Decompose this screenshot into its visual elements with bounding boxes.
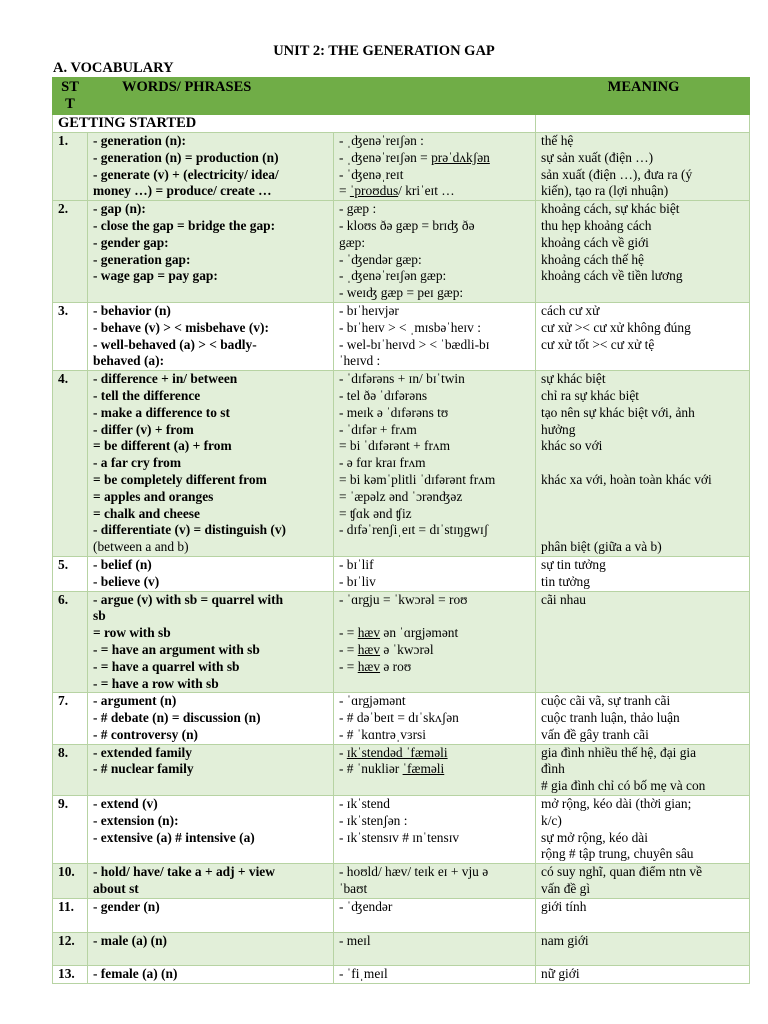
phon-line: - ˈdɪfər + frʌm <box>339 421 417 437</box>
meaning-line: phân biệt (giữa a và b) <box>541 539 662 555</box>
meaning-line: cách cư xử <box>541 302 600 318</box>
words-line: - = have a quarrel with sb <box>93 658 240 674</box>
meaning-line: tin tưởng <box>541 573 590 589</box>
row-number: 13. <box>53 966 88 984</box>
words-line: - = have an argument with sb <box>93 641 260 657</box>
words-line: = be completely different from <box>93 471 267 487</box>
row-number: 10. <box>53 864 88 899</box>
words-line: = be different (a) + from <box>93 438 232 454</box>
row-number: 2. <box>53 201 88 303</box>
meaning-cell <box>536 744 750 795</box>
phon-line: = ˈæpəlz ənd ˈɔrənʤəz <box>339 488 463 504</box>
words-line: = apples and oranges <box>93 488 214 504</box>
words-line: - tell the difference <box>93 387 201 403</box>
header-meaning: MEANING <box>536 78 750 115</box>
vocab-row <box>53 966 750 984</box>
words-line: - female (a) (n) <box>93 966 178 982</box>
words-line: - behavior (n) <box>93 302 171 318</box>
words-line: - # controversy (n) <box>93 726 198 742</box>
meaning-line: khác xa với, hoàn toàn khác với <box>541 471 712 487</box>
row-number: 1. <box>53 133 88 201</box>
phon-line: - ˌʤenəˈreɪʃən : <box>339 133 424 148</box>
table-header-row <box>53 78 750 115</box>
words-line: - # nuclear family <box>93 761 194 777</box>
words-line: - extension (n): <box>93 812 179 828</box>
phon-line: - bɪˈheɪvjər <box>339 302 399 318</box>
phon-line: - bɪˈheɪv > < ˌmɪsbəˈheɪv : <box>339 319 481 335</box>
meaning-cell <box>536 932 750 966</box>
words-line: money …) = produce/ create … <box>93 183 272 199</box>
words-line: - extended family <box>93 744 192 760</box>
phonetic-cell <box>334 591 536 693</box>
words-line: - extend (v) <box>93 796 158 812</box>
phon-line: gæp: <box>339 234 366 250</box>
meaning-line <box>541 522 746 539</box>
phon-line <box>339 608 532 625</box>
phon-line: - = hæv ən ˈɑrgjəmənt <box>339 625 459 641</box>
meaning-line: vấn đề gì <box>541 881 591 897</box>
phon-line: - ˌʤenəˈreɪʃən gæp: <box>339 268 447 284</box>
phon-line: - tel ðə ˈdɪfərəns <box>339 387 428 403</box>
page-title: UNIT 2: THE GENERATION GAP <box>273 43 495 59</box>
phon-line: - ɪkˈstend <box>339 796 390 812</box>
meaning-line: khoảng cách về giới <box>541 234 649 250</box>
vocab-row <box>53 201 750 303</box>
meaning-line: khoảng cách về tiền lương <box>541 268 683 284</box>
words-cell <box>88 693 334 744</box>
phonetic-cell <box>334 556 536 591</box>
words-line: - extensive (a) # intensive (a) <box>93 829 255 845</box>
words-line: (between a and b) <box>93 539 189 555</box>
words-cell <box>88 371 334 557</box>
words-line: - # debate (n) = discussion (n) <box>93 710 261 726</box>
meaning-cell <box>536 591 750 693</box>
words-line: - behave (v) > < misbehave (v): <box>93 319 269 335</box>
vocab-row <box>53 693 750 744</box>
meaning-line: sự mở rộng, kéo dài <box>541 829 648 845</box>
words-line: - belief (n) <box>93 556 152 572</box>
meaning-cell <box>536 302 750 370</box>
phonetic-cell <box>334 371 536 557</box>
phon-line: - kloʊs ðə gæp = brɪʤ ðə <box>339 217 475 233</box>
header-words-phrases: WORDS/ PHRASES <box>88 78 536 115</box>
words-line: - believe (v) <box>93 573 160 589</box>
meaning-line: kiến), tạo ra (lợi nhuận) <box>541 183 669 199</box>
words-line: = chalk and cheese <box>93 505 200 521</box>
phonetic-cell <box>334 932 536 966</box>
phon-line: - ˈɑrgjəmənt <box>339 693 406 709</box>
phon-line: - dɪfəˈrenʃiˌeɪt = dɪˈstɪŋgwɪʃ <box>339 522 489 538</box>
words-line: behaved (a): <box>93 353 165 369</box>
words-cell <box>88 966 334 984</box>
words-line: = row with sb <box>93 625 171 641</box>
words-line: - generation (n) = production (n) <box>93 149 279 165</box>
meaning-line: hưởng <box>541 421 576 437</box>
words-line: - = have a row with sb <box>93 675 219 691</box>
meaning-cell <box>536 898 750 932</box>
meaning-line: cư xử tốt >< cư xử tệ <box>541 336 655 352</box>
phonetic-cell <box>334 302 536 370</box>
meaning-cell <box>536 556 750 591</box>
vocab-row <box>53 302 750 370</box>
meaning-cell <box>536 133 750 201</box>
meaning-cell <box>536 864 750 899</box>
meaning-line: tạo nên sự khác biệt với, ảnh <box>541 404 695 420</box>
meaning-cell <box>536 371 750 557</box>
section-heading: A. VOCABULARY <box>53 60 174 76</box>
vocab-row <box>53 932 750 966</box>
words-line: - argument (n) <box>93 693 177 709</box>
words-cell <box>88 898 334 932</box>
phon-line: - ˌʤenəˈreɪʃən = prəˈdʌkʃən <box>339 149 490 165</box>
phonetic-cell <box>334 966 536 984</box>
phon-line: - ˈʤendər <box>339 898 393 914</box>
row-number: 11. <box>53 898 88 932</box>
phon-line: ˈheɪvd : <box>339 353 381 369</box>
row-number: 6. <box>53 591 88 693</box>
words-cell <box>88 932 334 966</box>
row-number: 8. <box>53 744 88 795</box>
phonetic-cell <box>334 693 536 744</box>
meaning-line: sự sản xuất (điện …) <box>541 149 654 165</box>
meaning-line: thế hệ <box>541 133 574 148</box>
words-line: - difference + in/ between <box>93 371 238 387</box>
phonetic-cell <box>334 898 536 932</box>
meaning-line: sự khác biệt <box>541 371 606 387</box>
group-filler <box>536 115 750 133</box>
meaning-line: cuộc tranh luận, thảo luận <box>541 710 680 726</box>
words-line: - close the gap = bridge the gap: <box>93 217 276 233</box>
words-line: - make a difference to st <box>93 404 230 420</box>
vocab-row <box>53 133 750 201</box>
meaning-line: # gia đình chỉ có bố mẹ và con <box>541 778 706 794</box>
words-cell <box>88 744 334 795</box>
phon-line: - ˈʤendər gæp: <box>339 251 422 267</box>
phon-line: - wel-bɪˈheɪvd > < ˈbædli-bɪ <box>339 336 490 352</box>
vocab-row <box>53 864 750 899</box>
meaning-line: chỉ ra sự khác biệt <box>541 387 639 403</box>
words-cell <box>88 591 334 693</box>
meaning-line: sản xuất (điện …), đưa ra (ý <box>541 166 693 182</box>
meaning-line: mở rộng, kéo dài (thời gian; <box>541 796 692 812</box>
phonetic-cell <box>334 744 536 795</box>
group-row <box>53 115 750 133</box>
vocabulary-table <box>52 77 750 984</box>
row-number: 7. <box>53 693 88 744</box>
phon-line: = bi kəmˈplitli ˈdɪfərənt frʌm <box>339 471 496 487</box>
meaning-line: đình <box>541 761 565 777</box>
phon-line: - gæp : <box>339 201 377 217</box>
words-line: - differentiate (v) = distinguish (v) <box>93 522 286 538</box>
phon-line: - ɪkˈstendəd ˈfæməli <box>339 744 448 760</box>
row-number: 5. <box>53 556 88 591</box>
phon-line: = bi ˈdɪfərənt + frʌm <box>339 438 451 454</box>
phon-line: - # ˈkɑntrəˌvɜrsi <box>339 726 426 742</box>
phon-line: - ɪkˈstensɪv # ɪnˈtensɪv <box>339 829 460 845</box>
words-cell <box>88 796 334 864</box>
meaning-line: sự tin tưởng <box>541 556 606 572</box>
row-number: 12. <box>53 932 88 966</box>
phon-line: ˈbaʊt <box>339 881 368 897</box>
phon-line: - = hæv ə roʊ <box>339 658 412 674</box>
row-number: 3. <box>53 302 88 370</box>
meaning-line: có suy nghĩ, quan điểm ntn về <box>541 864 703 880</box>
meaning-line: thu hẹp khoảng cách <box>541 217 652 233</box>
phon-line: - = hæv ə ˈkwɔrəl <box>339 641 434 657</box>
meaning-line: khác so với <box>541 438 603 454</box>
group-label: GETTING STARTED <box>53 115 536 133</box>
meaning-line: cư xử >< cư xử không đúng <box>541 319 691 335</box>
phon-line: = ʧɑk ənd ʧiz <box>339 505 412 521</box>
phon-line: = ˈproʊdus/ kriˈeɪt … <box>339 183 455 199</box>
words-line: - gender gap: <box>93 234 169 250</box>
words-cell <box>88 556 334 591</box>
phon-line: - hoʊld/ hæv/ teɪk eɪ + vju ə <box>339 864 489 880</box>
words-line: - generate (v) + (electricity/ idea/ <box>93 166 279 182</box>
words-cell <box>88 864 334 899</box>
words-line: - male (a) (n) <box>93 932 167 948</box>
meaning-line: nam giới <box>541 932 589 948</box>
phon-line: - # dəˈbeɪt = dɪˈskʌʃən <box>339 710 459 726</box>
meaning-cell <box>536 201 750 303</box>
meaning-line: cuộc cãi vã, sự tranh cãi <box>541 693 671 709</box>
meaning-cell <box>536 966 750 984</box>
vocab-row <box>53 898 750 932</box>
words-line: - differ (v) + from <box>93 421 194 437</box>
vocab-row <box>53 744 750 795</box>
phon-line: - ɪkˈstenʃən : <box>339 812 408 828</box>
phon-line: - ˈɑrgju = ˈkwɔrəl = roʊ <box>339 591 468 607</box>
phon-line: - ˈdɪfərəns + ɪn/ bɪˈtwin <box>339 371 465 387</box>
meaning-line: vấn đề gây tranh cãi <box>541 726 649 742</box>
words-cell <box>88 133 334 201</box>
words-cell <box>88 302 334 370</box>
meaning-line: giới tính <box>541 898 587 914</box>
vocab-row <box>53 371 750 557</box>
row-number: 9. <box>53 796 88 864</box>
vocab-row <box>53 796 750 864</box>
phon-line: - meɪl <box>339 932 371 948</box>
phonetic-cell <box>334 864 536 899</box>
words-line: - well-behaved (a) > < badly- <box>93 336 257 352</box>
row-number: 4. <box>53 371 88 557</box>
phonetic-cell <box>334 201 536 303</box>
meaning-line: rộng # tập trung, chuyên sâu <box>541 846 694 862</box>
vocab-row <box>53 591 750 693</box>
meaning-line <box>541 506 746 523</box>
meaning-line: cãi nhau <box>541 591 586 607</box>
phon-line: - ˈʤenəˌreɪt <box>339 166 404 182</box>
words-line: - gender (n) <box>93 898 160 914</box>
meaning-line <box>541 455 746 472</box>
phon-line: - bɪˈliv <box>339 573 376 589</box>
words-line: - generation gap: <box>93 251 191 267</box>
meaning-line: k/c) <box>541 812 562 828</box>
phonetic-cell <box>334 133 536 201</box>
meaning-line: nữ giới <box>541 966 580 982</box>
phon-line: - weɪʤ gæp = peɪ gæp: <box>339 285 464 301</box>
words-line: - argue (v) with sb = quarrel with <box>93 591 284 607</box>
meaning-cell <box>536 693 750 744</box>
meaning-line: khoảng cách, sự khác biệt <box>541 201 680 217</box>
phon-line: - bɪˈlif <box>339 556 374 572</box>
phonetic-cell <box>334 796 536 864</box>
meaning-cell <box>536 796 750 864</box>
meaning-line: khoảng cách thế hệ <box>541 251 645 267</box>
meaning-line <box>541 489 746 506</box>
vocab-row <box>53 556 750 591</box>
words-line: about st <box>93 881 139 897</box>
words-line: - a far cry from <box>93 455 181 471</box>
phon-line: - ə fɑr kraɪ frʌm <box>339 455 426 471</box>
phon-line: - ˈfiˌmeɪl <box>339 966 388 982</box>
words-line: - hold/ have/ take a + adj + view <box>93 864 275 880</box>
header-stt: ST T <box>53 78 88 115</box>
words-line: - wage gap = pay gap: <box>93 268 218 284</box>
words-line: sb <box>93 608 106 624</box>
meaning-line: gia đình nhiều thế hệ, đại gia <box>541 744 697 760</box>
phon-line: - # ˈnukliər ˈfæməli <box>339 761 445 777</box>
words-line: - gap (n): <box>93 201 146 217</box>
phon-line: - meɪk ə ˈdɪfərəns tʊ <box>339 404 449 420</box>
words-cell <box>88 201 334 303</box>
words-line: - generation (n): <box>93 133 186 148</box>
